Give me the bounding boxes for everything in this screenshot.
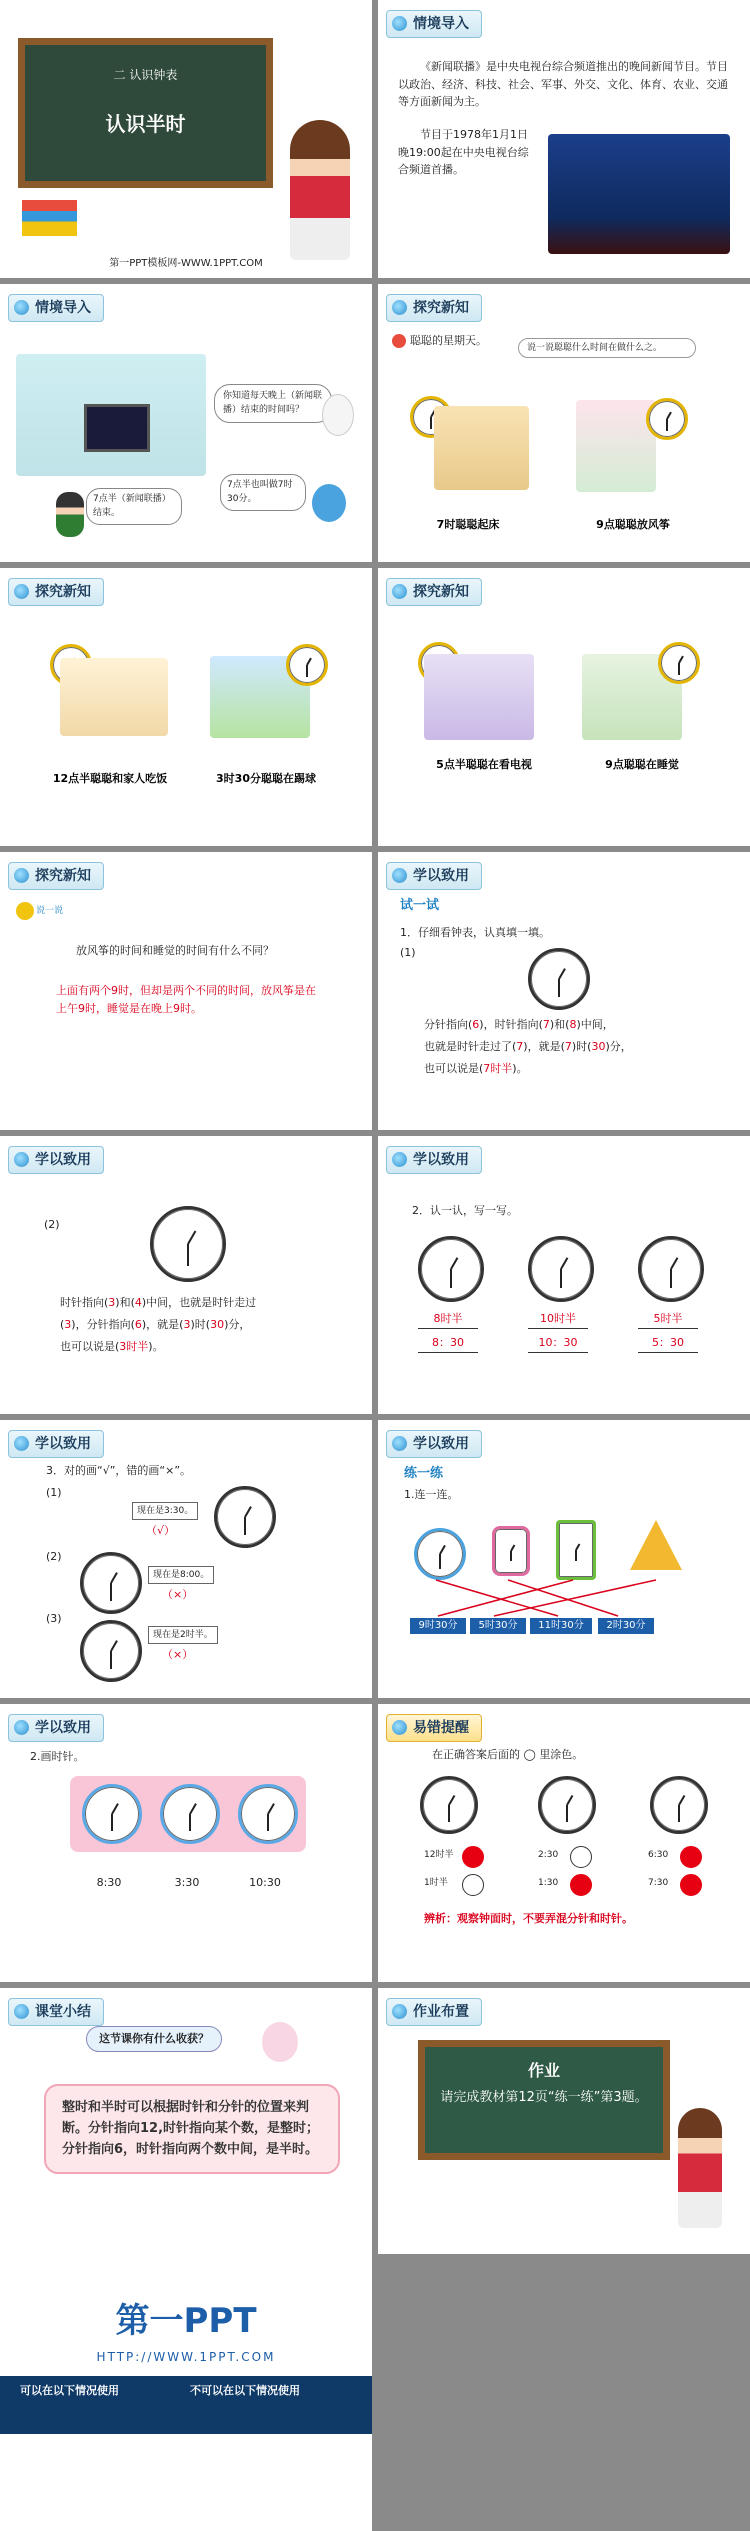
opt-2a-circle[interactable] <box>570 1846 592 1868</box>
cannot-use-heading: 不可以在以下情况使用 <box>190 2384 300 2397</box>
item-1-clock <box>214 1486 276 1548</box>
slide-12-match[interactable] <box>378 1420 750 1698</box>
penguin-clock-3 <box>238 1784 298 1844</box>
label-530: 5时30分 <box>470 1618 526 1634</box>
slide-5-activities[interactable] <box>0 568 372 846</box>
item-1-number: (1) <box>46 1486 62 1499</box>
section-tag: 易错提醒 <box>386 1714 482 1742</box>
say-label: 说一说 <box>36 906 64 916</box>
opt-2b-circle[interactable] <box>570 1874 592 1896</box>
slide-4-sunday[interactable] <box>378 284 750 562</box>
section-tag: 学以致用 <box>8 1146 104 1174</box>
can-use-heading: 可以在以下情况使用 <box>20 2384 119 2397</box>
caption-football: 3时30分聪聪在踢球 <box>216 772 316 785</box>
mouse-figure <box>312 484 346 522</box>
news-intro: 《新闻联播》是中央电视台综合频道推出的晚间新闻节目。节目以政治、经济、科技、社会、军事、外交、文化、体育、农业、交通等方面新闻为主。 <box>398 60 728 109</box>
slide-2-news[interactable] <box>378 0 750 278</box>
summary-box: 整时和半时可以根据时针和分针的位置来判断。分针指向12,时针指向某个数，是整时；分针指向6，时针指向两个数中间，是半时。 <box>44 2084 340 2174</box>
section-tag: 学以致用 <box>386 862 482 890</box>
question-text: 3．对的画“√”，错的画“×”。 <box>46 1464 192 1477</box>
news-broadcast-image <box>548 134 730 254</box>
slide-14-mistakes[interactable] <box>378 1704 750 1982</box>
question-text: 1．仔细看钟表，认真填一填。 <box>400 926 550 939</box>
fill-line-1: 分针指向(6)，时针指向(7)和(8)中间， <box>424 1018 614 1031</box>
watching-tv-image <box>424 654 534 740</box>
fill-line-2: (3)，分针指向(6)，就是(3)时(30)分， <box>60 1318 251 1331</box>
lesson-label: 二 认识钟表 <box>113 68 178 82</box>
caption-meal: 12点半聪聪和家人吃饭 <box>52 772 168 785</box>
item-2-mark: （×） <box>162 1588 194 1601</box>
slide-3-scene[interactable] <box>0 284 372 562</box>
item-2-bubble: 现在是8:00。 <box>148 1566 214 1584</box>
clock-3 <box>650 1776 708 1834</box>
time-1030: 10:30 <box>249 1876 281 1889</box>
clock-c <box>638 1236 704 1302</box>
news-premiere: 节目于1978年1月1日晚19:00起在中央电视台综合频道首播。 <box>398 128 529 177</box>
slide-10-read-write[interactable] <box>378 1136 750 1414</box>
match-lines <box>378 1420 750 1698</box>
section-tag: 探究新知 <box>8 578 104 606</box>
slide-7-compare[interactable] <box>0 852 372 1130</box>
item-3-bubble: 现在是2时半。 <box>148 1626 218 1644</box>
clock-1 <box>420 1776 478 1834</box>
opt-3b: 7:30 <box>648 1878 669 1888</box>
bubble-question: 你知道每天晚上（新闻联播）结束的时间吗？ <box>214 384 332 423</box>
bubble-explain: 7点半也叫做7时30分。 <box>220 474 306 511</box>
item-2-clock <box>80 1552 142 1614</box>
penguin-clock-1 <box>82 1784 142 1844</box>
section-tag: 探究新知 <box>8 862 104 890</box>
section-tag: 情境导入 <box>386 10 482 38</box>
clock-b <box>528 1236 594 1302</box>
fairy-figure <box>262 2022 298 2062</box>
subheading: 练一练 <box>404 1466 444 1481</box>
waking-up-image <box>434 406 529 490</box>
time-830: 8:30 <box>96 1876 122 1889</box>
bubble-answer: 7点半（新闻联播）结束。 <box>86 488 182 525</box>
rabbit-figure <box>322 394 354 436</box>
clock-a <box>418 1236 484 1302</box>
opt-3a: 6:30 <box>648 1850 669 1860</box>
question-bubble: 这节课你有什么收获？ <box>86 2026 222 2052</box>
item-3-number: (3) <box>46 1612 62 1625</box>
penguin-clock-2 <box>160 1784 220 1844</box>
section-tag: 探究新知 <box>386 294 482 322</box>
empty-cell <box>378 2254 750 2531</box>
question-text: 1.连一连。 <box>404 1488 459 1501</box>
item-1-bubble: 现在是3:30。 <box>132 1502 198 1520</box>
slide-6-evening[interactable] <box>378 568 750 846</box>
fill-line-1: 时针指向(3)和(4)中间，也就是时针走过 <box>60 1296 257 1309</box>
clock-2 <box>538 1776 596 1834</box>
clock-330 <box>286 644 328 686</box>
question-text: 放风筝的时间和睡觉的时间有什么不同？ <box>76 944 274 957</box>
section-tag: 课堂小结 <box>8 1998 104 2026</box>
brand-logo: 第一PPT <box>115 2301 257 2341</box>
item-number: (1) <box>400 946 416 959</box>
books-stack <box>22 200 77 236</box>
slide-15-summary[interactable] <box>0 1988 372 2266</box>
opt-1a-circle[interactable] <box>462 1846 484 1868</box>
slide-16-homework[interactable] <box>378 1988 750 2266</box>
footer-text: 第一PPT模板网-WWW.1PPT.COM <box>109 258 263 269</box>
slide-8-try[interactable] <box>378 852 750 1130</box>
clock-9 <box>646 398 688 440</box>
caption-wake: 7时聪聪起床 <box>436 518 500 531</box>
section-tag: 情境导入 <box>8 294 104 322</box>
opt-1b: 1时半 <box>424 1878 448 1888</box>
answer-10-half: 10时半 <box>528 1310 588 1329</box>
opt-2b: 1:30 <box>538 1878 559 1888</box>
slide-17-brand[interactable] <box>0 2254 372 2531</box>
clock-330 <box>150 1206 226 1282</box>
slide-13-draw-hands[interactable] <box>0 1704 372 1982</box>
label-930: 9时30分 <box>410 1618 466 1634</box>
boy-figure <box>56 492 84 537</box>
opt-3a-circle[interactable] <box>680 1846 702 1868</box>
flower-icon <box>392 334 406 348</box>
item-1-mark: （√） <box>146 1524 176 1537</box>
section-tag: 学以致用 <box>8 1430 104 1458</box>
fill-line-3: 也可以说是(3时半)。 <box>60 1340 164 1353</box>
section-tag: 作业布置 <box>386 1998 482 2026</box>
item-3-mark: （×） <box>162 1648 194 1661</box>
clock-9pm <box>658 642 700 684</box>
kite-image <box>576 400 656 492</box>
answer-1030: 10：30 <box>528 1334 588 1353</box>
teacher-figure <box>678 2108 722 2228</box>
answer-530: 5：30 <box>638 1334 698 1353</box>
answer-830: 8：30 <box>418 1334 478 1353</box>
section-tag: 探究新知 <box>386 578 482 606</box>
homework-body: 请完成教材第12页“练一练”第3题。 <box>440 2090 648 2105</box>
answer-8-half: 8时半 <box>418 1310 478 1329</box>
section-tag: 学以致用 <box>8 1714 104 1742</box>
slide-11-true-false[interactable] <box>0 1420 372 1698</box>
tip-text: 辨析：观察钟面时，不要弄混分针和时针。 <box>424 1912 633 1925</box>
pencil-icon <box>16 902 34 920</box>
clock-730 <box>528 948 590 1010</box>
talk-bubble: 说一说聪聪什么时间在做什么之。 <box>518 338 696 358</box>
fill-line-3: 也可以说是(7时半)。 <box>424 1062 528 1075</box>
homework-title: 作业 <box>527 2061 560 2080</box>
item-number: (2) <box>44 1218 60 1231</box>
opt-1a: 12时半 <box>424 1850 454 1860</box>
slide-1-cover[interactable] <box>0 0 372 278</box>
subheading: 试一试 <box>400 898 440 913</box>
opt-1b-circle[interactable] <box>462 1874 484 1896</box>
teacher-figure <box>290 120 350 260</box>
label-230: 2时30分 <box>598 1618 654 1634</box>
instruction-text: 在正确答案后面的 ◯ 里涂色。 <box>432 1748 584 1761</box>
answer-5-half: 5时半 <box>638 1310 698 1329</box>
tv-icon <box>84 404 150 452</box>
section-tag: 学以致用 <box>386 1430 482 1458</box>
answer-text: 上面有两个9时，但却是两个不同的时间，放风筝是在上午9时，睡觉是在晚上9时。 <box>56 984 316 1015</box>
brand-url[interactable]: HTTP://WWW.1PPT.COM <box>96 2350 276 2364</box>
fill-line-2: 也就是时针走过了(7)，就是(7)时(30)分， <box>424 1040 632 1053</box>
item-3-clock <box>80 1620 142 1682</box>
caption-sleep: 9点聪聪在睡觉 <box>605 758 679 771</box>
question-text: 2．认一认，写一写。 <box>412 1204 518 1217</box>
label-1130: 11时30分 <box>530 1618 592 1634</box>
intro-text: 聪聪的星期天。 <box>410 334 487 347</box>
question-text: 2.画时针。 <box>30 1750 85 1763</box>
opt-3b-circle[interactable] <box>680 1874 702 1896</box>
slide-9-practice[interactable] <box>0 1136 372 1414</box>
item-2-number: (2) <box>46 1550 62 1563</box>
family-meal-image <box>60 658 168 736</box>
time-330: 3:30 <box>174 1876 200 1889</box>
link-list <box>0 2434 372 2531</box>
caption-tv: 5点半聪聪在看电视 <box>436 758 532 771</box>
lesson-title: 认识半时 <box>105 112 186 136</box>
caption-kite: 9点聪聪放风筝 <box>596 518 670 531</box>
section-tag: 学以致用 <box>386 1146 482 1174</box>
opt-2a: 2:30 <box>538 1850 559 1860</box>
